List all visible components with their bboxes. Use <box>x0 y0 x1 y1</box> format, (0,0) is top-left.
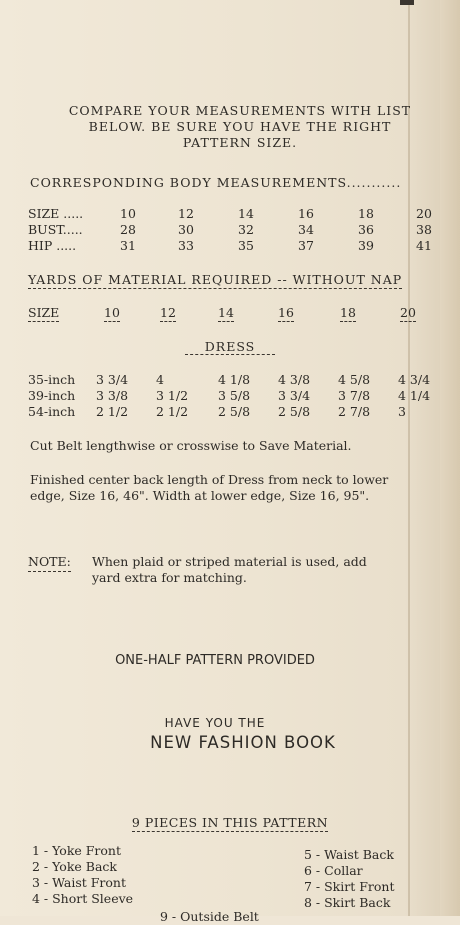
measure-value: 12 <box>178 206 194 221</box>
measure-value: 41 <box>416 238 432 253</box>
piece-item: 3 - Waist Front <box>32 875 126 890</box>
measure-value: 16 <box>298 206 314 221</box>
yardage-row-54 <box>28 404 448 420</box>
yardage-value: 3 7/8 <box>338 388 371 403</box>
body-measurements-heading: CORRESPONDING BODY MEASUREMENTS........... <box>30 175 402 190</box>
fabric-width: 35-inch <box>28 372 76 387</box>
size-header: 18 <box>340 305 356 320</box>
yardage-value: 2 5/8 <box>218 404 251 419</box>
one-half-note: ONE-HALF PATTERN PROVIDED <box>115 653 315 668</box>
size-header: 12 <box>160 305 176 320</box>
book-line-1: HAVE YOU THE <box>164 716 266 730</box>
note-label: NOTE: <box>28 554 71 572</box>
yardage-value: 2 7/8 <box>338 404 371 419</box>
plaid-note-line-1: When plaid or striped material is used, add <box>92 554 367 569</box>
piece-item: 2 - Yoke Back <box>32 859 117 874</box>
paper-edge <box>440 0 460 916</box>
size-header: 14 <box>218 305 234 320</box>
yardage-row-39 <box>28 388 448 404</box>
plaid-note-line-2: yard extra for matching. <box>92 570 247 585</box>
pieces-heading: 9 PIECES IN THIS PATTERN <box>131 815 329 830</box>
measure-row-label: BUST..... <box>28 222 83 237</box>
yardage-heading: YARDS OF MATERIAL REQUIRED -- WITHOUT NAP <box>28 272 403 287</box>
measure-row-bust <box>28 222 448 238</box>
yardage-value: 3 3/4 <box>96 372 129 387</box>
piece-item: 8 - Skirt Back <box>304 895 391 910</box>
ink-mark <box>400 0 414 5</box>
length-note-line-1: Finished center back length of Dress from neck to lower <box>30 472 389 487</box>
yardage-size-row <box>28 305 448 323</box>
yardage-value: 4 1/4 <box>398 388 431 403</box>
piece-item-9: 9 - Outside Belt <box>160 909 259 924</box>
size-header: 16 <box>278 305 294 320</box>
measure-row-label: HIP ..... <box>28 238 77 253</box>
fabric-width: 39-inch <box>28 388 76 403</box>
intro-line-3: PATTERN SIZE. <box>182 135 298 150</box>
yardage-value: 3 1/2 <box>156 388 189 403</box>
pieces-right-list <box>304 847 394 911</box>
piece-item: 1 - Yoke Front <box>32 843 122 858</box>
intro-line-2: BELOW. BE SURE YOU HAVE THE RIGHT <box>88 119 392 134</box>
measure-value: 14 <box>238 206 254 221</box>
yardage-value: 4 5/8 <box>338 372 371 387</box>
yardage-value: 3 5/8 <box>218 388 251 403</box>
fabric-width: 54-inch <box>28 404 76 419</box>
pieces-section <box>80 812 380 831</box>
measure-value: 34 <box>298 222 314 237</box>
measure-value: 36 <box>358 222 374 237</box>
measure-value: 38 <box>416 222 432 237</box>
piece-item: 7 - Skirt Front <box>304 879 395 894</box>
measure-value: 35 <box>238 238 254 253</box>
piece-item: 6 - Collar <box>304 863 363 878</box>
intro-block <box>40 103 440 151</box>
length-note <box>30 472 388 504</box>
piece-item: 5 - Waist Back <box>304 847 394 862</box>
measure-value: 28 <box>120 222 136 237</box>
measure-row-size <box>28 206 448 222</box>
book-line-2: NEW FASHION BOOK <box>150 733 336 752</box>
length-note-line-2: edge, Size 16, 46". Width at lower edge, Size 16, 95". <box>30 488 370 503</box>
yardage-value: 3 <box>398 404 406 419</box>
yardage-value: 4 3/8 <box>278 372 311 387</box>
measure-value: 10 <box>120 206 136 221</box>
measure-row-hip <box>28 238 448 254</box>
measure-row-label: SIZE ..... <box>28 206 84 221</box>
measure-value: 33 <box>178 238 194 253</box>
yardage-value: 3 3/4 <box>278 388 311 403</box>
measure-value: 37 <box>298 238 314 253</box>
yardage-value: 2 1/2 <box>96 404 129 419</box>
yardage-row-35 <box>28 372 448 388</box>
yardage-value: 4 <box>156 372 164 387</box>
size-header: 10 <box>104 305 120 320</box>
intro-line-1: COMPARE YOUR MEASUREMENTS WITH LIST <box>68 103 412 118</box>
yardage-value: 3 3/8 <box>96 388 129 403</box>
measure-value: 31 <box>120 238 136 253</box>
dress-section <box>160 336 300 355</box>
measure-value: 18 <box>358 206 374 221</box>
measure-value: 30 <box>178 222 194 237</box>
belt-note: Cut Belt lengthwise or crosswise to Save Material. <box>30 438 352 453</box>
measure-value: 39 <box>358 238 374 253</box>
pieces-left-list <box>32 843 133 907</box>
size-label: SIZE <box>28 305 60 320</box>
measure-value: 32 <box>238 222 254 237</box>
yardage-value: 2 5/8 <box>278 404 311 419</box>
size-header: 20 <box>400 305 416 320</box>
yardage-value: 4 3/4 <box>398 372 431 387</box>
piece-item: 4 - Short Sleeve <box>32 891 134 906</box>
dress-heading: DRESS <box>185 339 275 355</box>
yardage-value: 4 1/8 <box>218 372 251 387</box>
measure-value: 20 <box>416 206 432 221</box>
yardage-value: 2 1/2 <box>156 404 189 419</box>
